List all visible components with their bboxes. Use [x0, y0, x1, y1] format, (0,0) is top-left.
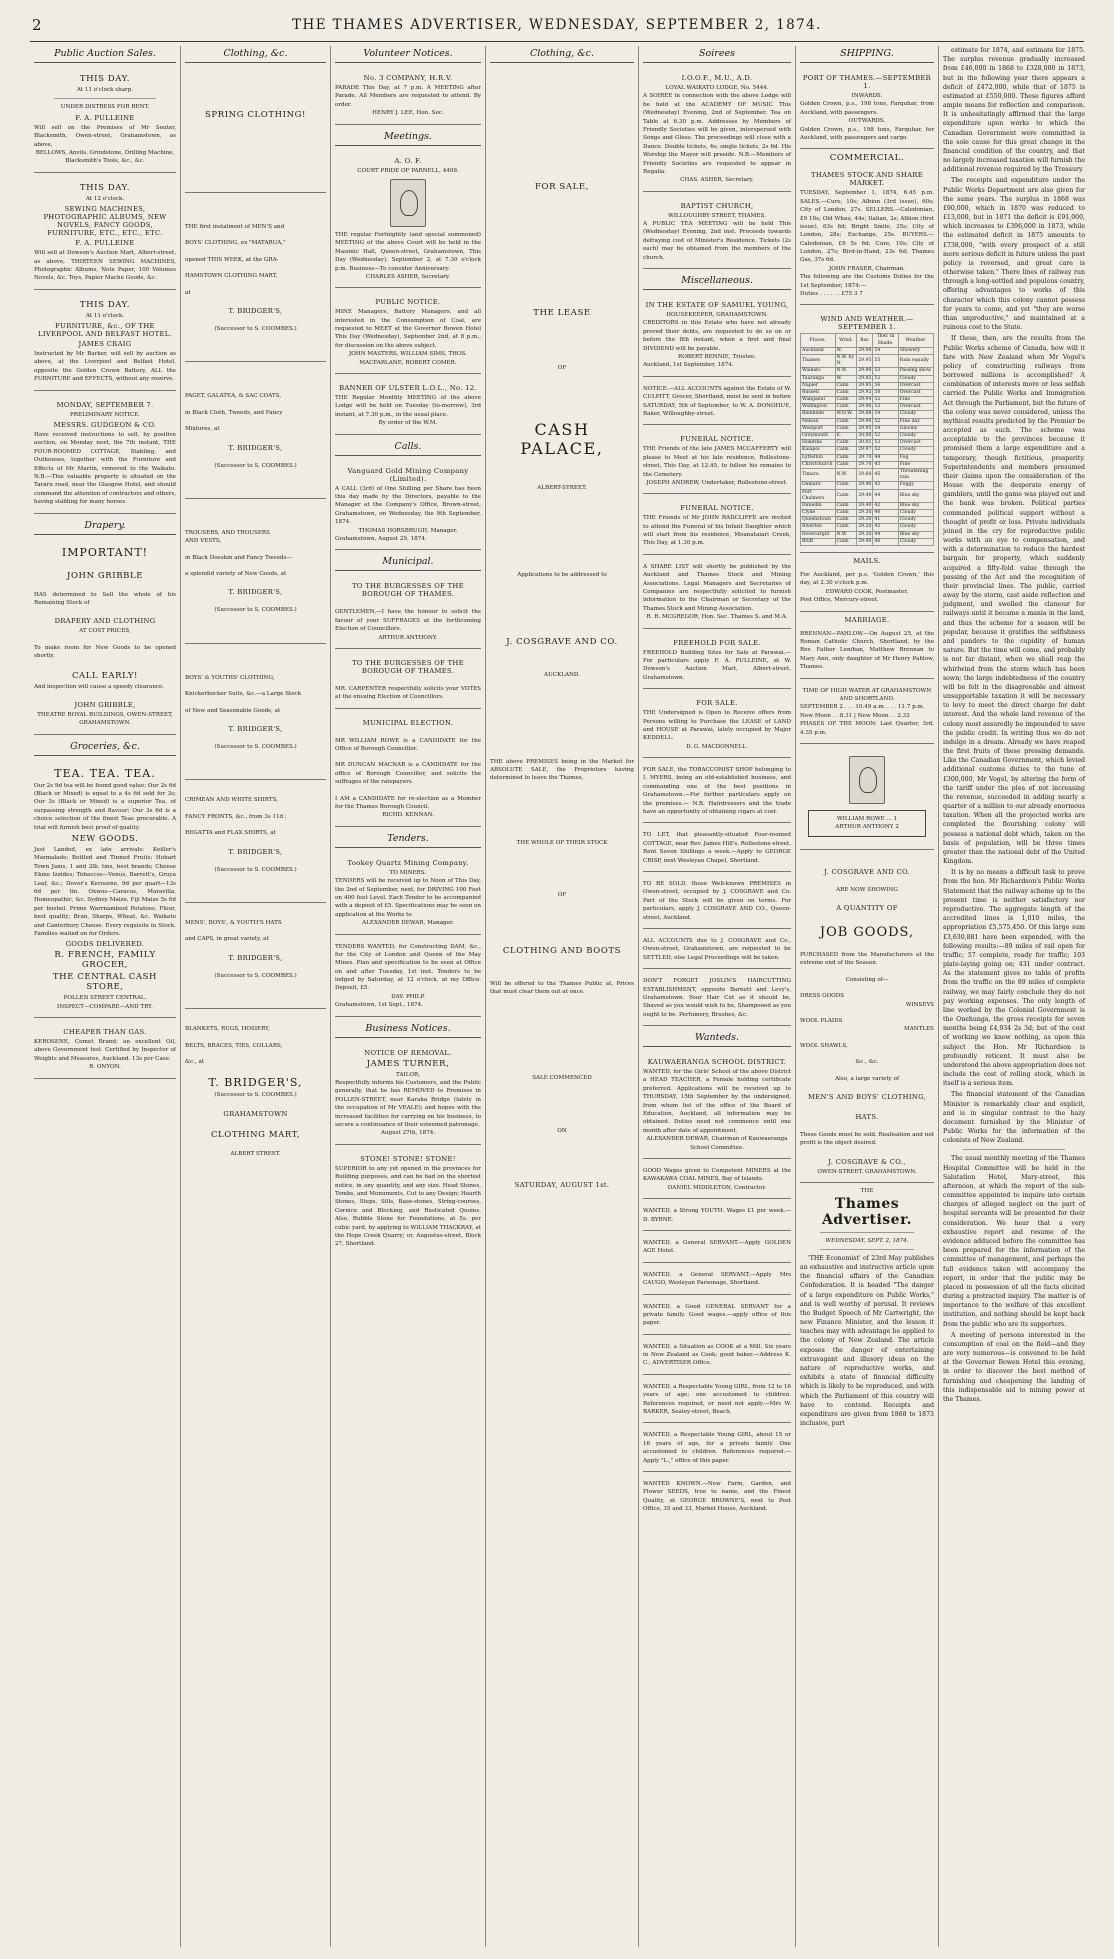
table-cell: Wellington [801, 404, 836, 411]
ad-mails: For Auckland, per p.s. 'Golden Crown,' this day, at 2.30 o'clock p.m. EDWARD COOK, Postmaster. Post Office, Mercury-street. [800, 567, 934, 612]
table-cell: 29.92 [858, 389, 872, 395]
table-cell: 52 [873, 447, 898, 454]
news-paragraph: A meeting of persons interested in the consumption of coal on the field—and they are very numerous—is convened to be held at the Governor Bowen Hotel this evening, in order to discover the best method of furnishing and cheapening the landing of this indispensable aid to mining power at the Thames. [943, 1331, 1085, 1403]
table-cell: 29.40 [858, 538, 872, 544]
ad-gribble: IMPORTANT! JOHN GRIBBLE HAS determined to Sell the whole of his Remaining Stock of DRAPERY AND CLOTHING AT COST PRICES, To make room for New Goods to be opened shortly. CALL EARLY! And inspection will cause a speedy clearance. JOHN GRIBBLE, THEATRE ROYAL BUILDINGS, OWEN-STREET, GRAHAMSTOWN. [34, 540, 176, 735]
section-header: Tenders. [335, 831, 481, 848]
ad-school: KAUWAERANGA SCHOOL DISTRICT. WANTED, for the Girls' School of the above District a HEAD TEACHER, a Female holding certificate preferred. Applications will be received up to THURSDAY, 15th September by the undersigned, from whom list of the office of the Board of Education, Auckland, all information may be obtained. Duties need not commence until one month after date of appointment. ALEXANDER DEWAR, Chairman of Kauwaeranga School Committee. [643, 1052, 791, 1159]
table-cell: Napier [801, 382, 836, 389]
table-cell: 29.40 [858, 502, 872, 508]
table-cell: Calm [835, 440, 857, 447]
table-cell: Calm [835, 517, 857, 524]
table-cell: Blue sky [898, 489, 933, 502]
ad-vanguard: Vanguard Gold Mining Company (Limited). A CALL (3rd) of One Shilling per Share has been this day made by the Directors, payable to the Manager at the Company's Office, Brown-street, Grahamstown, on Wednesday, the 9th September, 1874. THOMAS HORSBRUGH, Manager. Grahamstown, August 29, 1874. [335, 461, 481, 551]
table-cell: Calm [835, 389, 857, 396]
ad-stock-market: THAMES STOCK AND SHARE MARKET. TUESDAY, September 1, 1874, 6.45 p.m. SALES.—Cure, 10s; Albion (3rd issue), 60s; City of London, 27s. SELLERS.—Caledonian, £9 10s; Old Whau, 44s; Italian, 2s; Albion (first issue), 63s 6d; Bright Smile, 35s; City of London, 28s; Exchange, 25s. BUYERS.—Caledonian, £9 5s 6d; Cure, 10s; City of London, 27s; Bird-in-Hand, 23s 6d; Thames Gas, 37s 6d. JOHN FRASER, Chairman. The following are the Customs Duties for the 1st September, 1874:— Duties . . . . . . £75 3 7 [800, 165, 934, 305]
table-cell: N.W. [835, 468, 857, 481]
table-row [801, 489, 934, 502]
editorial-paragraph: The receipts and expenditure under the Public Works Department are also given for the same years. The surplus in 1868 was £90,000, which in 1870 was reduced to £13,000, but in 1871 the deficit is £91,000, which increases to £396,000 in 1873, while the estimated deficit in 1875 amounts to £738,000, "with every prospect of a still more serious deficit in future unless the past policy is reversed, and great care is otherwise taken." There lines of railway run through a long-settled and populous country, offering advantages to works of this character which this colony cannot possess for years to come, and yet "they are worse than unproductive," and maintained at a ruinous cost to the State. [943, 177, 1085, 332]
ad-auction-3: THIS DAY. At 11 o'clock. FURNITURE, &c., OF THE LIVERPOOL AND BELFAST HOTEL. JAMES CRAIG Instructed by Mr Barker, will sell by auction as above, at the Liverpool and Belfast Hotel, opposite the Golden Crown Battery, ALL the FURNITURE and EFFECTS, without any reserve. [34, 294, 176, 391]
table-row [801, 517, 934, 524]
section-header: MARRIAGE. [844, 615, 890, 624]
table-row [801, 510, 934, 517]
table-cell: Overcast [898, 389, 933, 396]
section-header: Miscellaneous. [643, 273, 791, 290]
table-cell: 29.98 [858, 347, 872, 353]
weather-col-header: Places. [801, 334, 836, 347]
weather-table [800, 333, 934, 546]
table-cell: 44 [873, 489, 898, 502]
table-cell: Greymouth [801, 433, 836, 440]
column-cash-palace: Clothing, &c. FOR SALE, THE LEASE OF CASH PALACE, ALBERT-STREET. Applications to be addressed to J. COSGRAVE AND CO. AUCKLAND. THE above PREMISES being in the Market for ABSOLUTE SALE, the Proprietors having determined to leave the Thames, THE WHOLE OF THEIR STOCK OF CLOTHING AND BOOTS Will be offered to the Thames Public at, Prices that must clear them out at once. SALE COMMENCED ON SATURDAY, AUGUST 1st. [490, 48, 634, 1190]
editorial-paragraph: estimate for 1874, and estimate for 1875. The surplus revenue gradually increased from £46,000 in 1868 to £328,000 in 1873, but in the following year there appears a deficit of £472,000, while that of 1875 is estimated at £550,000. These figures afford ample means for reflection and comparison. It is unhesitatingly affirmed that the large expenditure upon works to which the Canadian Government were committed is the sole cause for this great change in the financial condition of the country, and that no largely increased taxation will furnish the additional revenue required by the Treasury. [943, 47, 1085, 174]
table-cell: 58 [873, 389, 898, 396]
table-cell: 29.30 [858, 510, 872, 516]
ad-bridger-1: THE first instalment of MEN'S and BOYS' CLOTHING, ex "MATARUA," opened THIS WEEK, at the GRA- HAMSTOWN CLOTHING MART, at T. BRIDGER'S, (Successor to S. COOMBES.) [185, 197, 326, 362]
table-cell: Westport [801, 425, 836, 432]
table-cell: 53 [873, 368, 898, 375]
table-cell: Calm [835, 502, 857, 509]
crest-icon [849, 756, 885, 804]
table-cell: Fine [898, 397, 933, 404]
table-cell: Thames [801, 354, 836, 367]
weather-col-header: Ther. in Shade. [873, 334, 898, 347]
table-cell: Calm [835, 382, 857, 389]
section-header: Clothing, &c. [490, 46, 634, 63]
table-cell: Port Chalmers [801, 489, 836, 502]
ad-dam-tender: TENDERS WANTED, for Constructing DAM, &c., for the City of London and Queen of the May Mines. Plan and specification to be seen at Office on and after Tuesday, 1st inst. Tenders to be lodged by Saturday, at 12 o'clock, at my Office. Deposit, £5. DAV. PHILP. Grahamstown, 1st Sept., 1874. [335, 939, 481, 1017]
section-header: Meetings. [335, 129, 481, 146]
table-cell: E. [835, 433, 857, 440]
table-cell: 29.70 [858, 454, 872, 460]
table-cell: Foggy [898, 482, 933, 489]
ad-bridger-5: CRIMEAN AND WHITE SHIRTS, FANCY FRONTS, &c., from 3s 11d ; REGATTA and FLAX SHIRTS, at T. BRIDGER'S, (Successor to S. COOMBES.) [185, 784, 326, 903]
table-cell: N.W. [835, 531, 857, 538]
table-cell: 44 [873, 531, 898, 538]
ad-wanted-3: WANTED, a General SERVANT.—Apply Mrs CAUGO, Wesleyan Parsonage, Shortland. [643, 1267, 791, 1295]
ad-wanted-2: WANTED, a General SERVANT.—Apply GOLDEN AGE Hotel. [643, 1235, 791, 1263]
column-editorial [939, 46, 1089, 1949]
table-row [801, 347, 934, 354]
table-cell: 29.20 [858, 524, 872, 530]
ad-wanted-5: WANTED, a Situation as COOK at a Mill. Six years in New Zealand as Cook; good baker.—Address K. C., ADVERTISER Office. [643, 1339, 791, 1375]
table-cell: Blenheim [801, 411, 836, 418]
table-cell: Blue sky [898, 502, 933, 509]
table-cell: Calm [835, 461, 857, 468]
section-header: Business Notices. [335, 1021, 481, 1038]
table-row [801, 397, 934, 404]
section-header: Wanteds. [643, 1030, 791, 1047]
table-cell: Christchurch [801, 461, 836, 468]
table-cell: Cloudy [898, 517, 933, 524]
table-cell: Threatening rain [898, 468, 933, 481]
masthead [30, 8, 1084, 42]
table-cell: Passing show [898, 368, 933, 375]
ad-auction-2: THIS DAY. At 12 o'clock. SEWING MACHINES, PHOTOGRAPHIC ALBUMS, NEW NOVELS, FANCY GOODS, FURNITURE, ETC., ETC., ETC. F. A. PULLEINE Will sell at Dowson's Auction Mart, Albert-street, as above, THIRTEEN SEWING MACHINES, Photographic Albums, Note Paper, 100 Volumes Novels, &c. Toys, Papier Mache Goods, &c. [34, 177, 176, 290]
section-header: Soirees [643, 46, 791, 63]
ad-bridger-7: BLANKETS, RUGS, HOSIERY, BELTS, BRACES, TIES, COLLARS, &c., at T. BRIDGER'S, (Successor to S. COOMBES.) GRAHAMSTOWN CLOTHING MART, ALBERT STREET. [185, 1026, 303, 1157]
table-row [801, 433, 934, 440]
ad-freehold: FREEHOLD FOR SALE. FREEHOLD Building Sites for Sale at Parawai.—For particulars apply F. A. PULLEINE, at W. Dowson's Auction Mart, Albert-street, Grahamstown. [643, 633, 791, 690]
ad-cosgrave: J. COSGRAVE AND CO. ARE NOW SHOWING A QUANTITY OF JOB GOODS, PURCHASED from the Manufacturers at the extreme end of the Season. Consisting of— DRESS GOODS WINSEYS WOOL PLAIDS MANTLES WOOL SHAWLS, &c., &c. Also, a large variety of MEN'S AND BOYS' CLOTHING, HATS. These Goods must be sold. Realisation and not profit is the object desired. J. COSGRAVE & CO., OWEN-STREET, GRAHAMSTOWN. [800, 854, 934, 1183]
table-cell: 41 [873, 517, 898, 524]
table-cell: Calm [835, 425, 857, 432]
ad-wanted-4: WANTED, a Good GENERAL SERVANT for a private family. Good wages.—apply office of this paper. [643, 1299, 791, 1335]
section-header: Groceries, &c. [34, 739, 176, 756]
ad-tobacconist: FOR SALE, the TOBACCONIST SHOP belonging to I. MYERS, being an old-established business, and commanding one of the best positions in Grahamstown.—For further particulars apply on the premises.— N.B. Hairdressers and the trade have an opportunity of obtaining cigars at cost. [643, 762, 791, 823]
table-cell: 43 [873, 461, 898, 468]
ad-joslin: DON'T FORGET JOSLIN'S HAIRCUTTING ESTABLISHMENT, opposite Barnett and Levy's, Grahamstown. Your Hair Cut as it should be, Shaved as you would wish to be, Shampooed as you ought to be. Perfumery, Brushes, &c. [643, 973, 791, 1026]
table-cell: Tauranga [801, 375, 836, 382]
ad-bridger-2: PAGET, GALATEA, & SAC COATS, in Black Cloth, Tweeds, and Fancy Mixtures, at T. BRIDGER'S, (Successor to S. COOMBES.) [185, 366, 326, 499]
table-cell: 43 [873, 482, 898, 489]
table-cell: 29.97 [858, 447, 872, 453]
table-cell: 52 [873, 375, 898, 382]
table-cell: Lyttelton [801, 454, 836, 461]
newspaper-title: THE THAMES ADVERTISER, WEDNESDAY, SEPTEMBER 2, 1874. [292, 17, 822, 33]
table-row [801, 389, 934, 396]
table-cell: 40 [873, 510, 898, 517]
table-row [801, 482, 934, 489]
news-paragraph: The usual monthly meeting of the Thames Hospital Committee will be held in the Salutation Hotel, Mary-street, this afternoon, at which the report of the sub-committee appointed to inquire into certain charges of alleged neglect on the part of hospital servants will be presented for their consideration. We hear that a very exhaustive report and resume of the evidence adduced before the committee has been prepared for the information of the committee of management, and perhaps the full evidence taken will accompany the report, in order that the public may be placed in possession of all the facts elicited during a protracted inquiry. The matter is of importance to the welfare of this excellent institution, and nothing should be kept back from the public who are its supporters. [943, 1155, 1085, 1328]
table-row [801, 440, 934, 447]
ad-anthony: TO THE BURGESSES OF THE BOROUGH OF THAMES. GENTLEMEN,—I have the honour to solicit the favour of your SUFFRAGES at the forthcoming Election of Councillors. ARTHUR ANTHONY. [335, 576, 481, 649]
table-cell: 52 [873, 397, 898, 404]
table-cell: Calm [835, 524, 857, 531]
table-cell: Gloomy [898, 425, 933, 432]
ad-port: PORT OF THAMES.—SEPTEMBER 1. INWARDS. Golden Crown, p.s., 198 tons, Farquhar, from Auckland, with passengers. OUTWARDS. Golden Crown, p.s., 198 tons, Farquhar, for Auckland, with passengers and cargo. [800, 68, 934, 149]
section-header: MAILS. [853, 557, 881, 566]
table-cell: 52 [873, 418, 898, 425]
table-row [801, 375, 934, 382]
table-cell: Calm [835, 404, 857, 411]
ad-turner: NOTICE OF REMOVAL. JAMES TURNER, TAILOR, Respectfully informs his Customers, and the Public generally, that he has REMOVED to Premises in POLLEN-STREET, near Karaka Bridge (lately in the occupation of Mr VEALE); and hopes with the increased facilities for carrying on his business, to secure a continuance of their esteemed patronage. August 27th, 1874. [335, 1043, 481, 1145]
table-row [801, 461, 934, 468]
table-cell: Cloudy [898, 411, 933, 418]
column-volunteer-notices [331, 46, 485, 1949]
ad-auction-4: MONDAY, SEPTEMBER 7. PRELIMINARY NOTICE. MESSRS. GUDGEON & CO. Have received instructions to sell, by positive auction, on Monday next, the 7th instant, THE FOUR-ROOMED COTTAGE, Stabling, and Outhouses, together with the Furniture and Effects of Mr Martin, removed to the Waikato. N.B.—This valuable property is situated on the Tararu road, near the Glasgow Hotel, and should command the attention of contractors and others, having stabling for many horses. [34, 395, 176, 514]
table-cell: Hokitika [801, 440, 836, 447]
table-row [801, 425, 934, 432]
table-cell: Bluff [801, 538, 836, 545]
table-cell: Russell [801, 389, 836, 396]
section-header: SHIPPING. [800, 46, 934, 63]
table-cell: Riverton [801, 524, 836, 531]
table-cell: Waikato [801, 368, 836, 375]
table-cell: 42 [873, 524, 898, 531]
table-cell: Calm [835, 454, 857, 461]
table-cell: 54 [873, 425, 898, 432]
table-row [801, 502, 934, 509]
table-cell: 29.90 [858, 418, 872, 424]
section-header: Calls. [335, 439, 481, 456]
table-cell: Oamaru [801, 482, 836, 489]
ad-baptist: BAPTIST CHURCH, WILLOUGHBY STREET, THAMES. A PUBLIC TEA MEETING will be held This (Wednesday) Evening, 2nd inst. Proceeds towards defraying cost of Minister's Residence. Tickets (2s each) may be obtained from the members of the church. [643, 196, 791, 269]
ad-share-list: A SHARE LIST will shortly be published by the Auckland and Thames Stock and Mining Associations. Legal Managers and Secretaries of Companies are respectfully solicited to furnish information to the Chairman or Secretary of the Thames Stock and Mining Association. R. R. MCGREGOR, Hon. Sec. Thames S. and M.A. [643, 559, 791, 629]
table-cell: Kaiapoi [801, 447, 836, 454]
table-cell: 29.60 [857, 468, 873, 481]
table-cell: 29.70 [858, 461, 872, 467]
table-cell: Calm [835, 397, 857, 404]
table-cell: 29.30 [858, 531, 872, 537]
table-row [801, 404, 934, 411]
table-cell: Dunedin [801, 502, 836, 509]
table-row [801, 382, 934, 389]
table-cell: Cloudy [898, 510, 933, 517]
table-cell: Calm [835, 538, 857, 545]
section-header: Municipal. [335, 554, 481, 571]
ad-wanted-8: WANTED KNOWN.—New Farm, Garden, and Flower SEEDS, true to name, and the Finest Quality, at GEORGE BROWNE'S, next to Post Office, 35 and 33, Market House, Auckland. [643, 1480, 791, 1513]
table-row [801, 411, 934, 418]
ad-bridger-3: TROUSERS, AND TROUSERS AND VESTS, in Black Doeskin and Fancy Tweeds— a splendid variety of New Goods, at T. BRIDGER'S, (Successor to S. COOMBES.) [185, 503, 326, 644]
table-row [801, 538, 934, 545]
table-row [801, 454, 934, 461]
table-cell: Invercargill [801, 531, 836, 538]
ad-young-estate: IN THE ESTATE OF SAMUEL YOUNG, HOUSEKEEPER, GRAHAMSTOWN. CREDITORS in this Estate who have not already proved their debts, are requested to do so on or before the 8th instant, when a first and final DIVIDEND will be payable. ROBERT BENNIE, Trustee. Auckland, 1st September, 1874. [643, 295, 791, 377]
table-cell: Timaru [801, 468, 836, 481]
table-cell: 45 [873, 468, 898, 481]
weather-col-header: Wind. [835, 334, 857, 347]
ad-french-grocer: TEA. TEA. TEA. Our 2s 9d tea will be found good value; Our 2s 6d (Black or Mixed) is equal to a 4s 6d sold for 3s; Our 3s (Black or Mixed) is a superior Tea, of surpassing strength and flavour; Our 3s 6d is a choice selection of the finest Teas procurable. A trial will furnish best proof of quality. NEW GOODS. Just Landed, ex late arrivals: Keiller's Marmalade; Bottled and Tinned Fruits; Hobart Town Jams, 1 and 2lb. tins, best brands; Cheese Ekme Izzides; Tobaccos—Venus, Barrett's, Gruya Leaf, &c.; Dover's Kerosene, 9d per quart—13s 6d per tin. Oxwos—Caracus, Maravilla, Homeopathic, &c. Sydney Maize, Fiji Maize 5s 6d per bushel. Prime Warrnambool Potatoes. Flour, best quality; Bran, Sharps, Wheat, &c. Waikato and Canterbury Cheese. Every requisite in Stock. Families waited on for Orders. GOODS DELIVERED. R. FRENCH, FAMILY GROCER, THE CENTRAL CASH STORE, POLLEN STREET CENTRAL. INSPECT—COMPARE—AND TRY. [34, 761, 176, 1018]
table-cell: W. [835, 347, 857, 354]
table-row [801, 418, 934, 425]
table-cell: Calm [835, 418, 857, 425]
weather-col-header: Bar. [857, 334, 873, 347]
ad-election-result: WILLIAM ROWE ... 1 ARTHUR ANTHONY 2 [800, 748, 934, 850]
table-cell: Cloudy [898, 433, 933, 440]
table-cell: 29.30 [858, 517, 872, 523]
ad-marriage: BRENNAN—PAHLOW.—On August 25, at the Roman Catholic Church, Shortland, by the Rev. Father Lenihan, Matthew Brennan to Mary Ann, only daughter of Mr Henry Pahlow, Thames. [800, 626, 934, 679]
table-cell: 55 [873, 354, 898, 367]
table-cell: Nelson [801, 418, 836, 425]
table-cell: Overcast [898, 440, 933, 447]
newspaper-nameplate: THE Thames Advertiser. WEDNESDAY, SEPT. 2, 1874. [800, 1187, 934, 1250]
table-cell: 53 [873, 440, 898, 447]
table-cell: Calm [835, 510, 857, 517]
ad-auction-1: THIS DAY. At 11 o'clock sharp. UNDER DISTRESS FOR RENT. F. A. PULLEINE Will sell on the Premises of Mr Souter, Blacksmith, Owen-street, Grahamstown, as above, BELLOWS, Anvils, Grindstone, Drilling Machine, Blacksmith's Tools, &c., &c. [34, 68, 176, 173]
ad-for-sale: FOR SALE. THE Undersigned is Open to Receive offers from Persons willing to Purchase the LEASE of LAND and HOUSE at Parawai, lately occupied by Major KEDDELL. D. G. MACDONNELL. [643, 693, 791, 758]
table-cell: 54 [873, 347, 898, 354]
table-cell: W.N.W. [835, 411, 857, 418]
table-cell: 54 [873, 411, 898, 418]
ad-kerosene: CHEAPER THAN GAS. KEROSENE, Comet Brand; an excellent Oil, above Government test. Certified by Inspector of Weights and Measures, Auckland. 13s per Case. R. ONYON. [34, 1022, 176, 1079]
ad-ulster-lodge: BANNER OF ULSTER L.O.L., No. 12. THE Regular Monthly MEETING of the above Lodge will be held on Tuesday (to-morrow), 3rd instant, at 7.30 p.m., in the usual place. By order of the W.M. [335, 378, 481, 435]
table-cell: Fine [898, 461, 933, 468]
ad-aof: A. O. F. COURT PRIDE OF PARNELL, 4409. THE regular Fortnightly (and special summoned) MEETING of the above Court will be held in the Masonic Hall, Queen-street, Grahamstown, This Day (Wednesday), September 2, at 7.30 o'clock p.m. Business—To consider Anniversary. CHARLES ASHER, Secretary. [335, 151, 481, 289]
table-cell: 29.95 [857, 354, 873, 367]
table-cell: Fog [898, 454, 933, 461]
table-cell: 30.00 [858, 433, 872, 439]
editorial-paragraph: It is by no means a difficult task to prove from the hon. Mr Richardson's Public Works Statement that the railway scheme up to the present time is neither satisfactory nor reproductive. The aggregate length of the accredited lines is 1,010 miles, the appropriation £5,575,450. Of this large sum £3,630,881 have been expended, with the following results:—89 miles of rail open for traffic; 57 complete, ready for traffic; 103 plate-laying going on; 431 under contract. As the statement gives no table of profits from the traffic on the 89 miles of complete railway, we may fairly conclude they do not pay working expenses. The only length of line worked by the Colonial Government is the Onehunga, the gross receipts for seven months being £4,934 2s 3d; but of the cost of working we know nothing, as upon this subject the Hon. Mr Richardson is profoundly reticent. It must also be understood the above appropriation does not include the cost of rolling stock, which in itself is a serious item. [943, 869, 1085, 1088]
ad-miners: GOOD Wages given to Competent MINERS at the KAWAKAWA COAL MINES, Bay of Islands. DANIEL MIDDLETON, Contractor. [643, 1163, 791, 1199]
column-soirees [639, 46, 795, 1949]
ad-tides: TIME OF HIGH WATER AT GRAHAMSTOWN AND SHORTLAND. SEPTEMBER 2 . . . 10.49 a.m. . . . 11.7 p.m. New Moon . . 8.31 | New Moon . . 2.32 PHASES OF THE MOON: Last Quarter, 3rd, 4.35 p.m. [800, 683, 934, 744]
ad-to-let: TO LET, that pleasantly-situated Four-roomed COTTAGE, near Rev. James Hill's, Rollestone-street. Rent Seven Shillings a week.—Apply to GEORGE CRISP, next Wesleyan Chapel, Shortland. [643, 827, 791, 872]
editorial-start: 'THE Economist' of 23rd May publishes an exhaustive and instructive article upon the financial affairs of the Canadian Confederation. It is headed "The danger of a large expenditure on Public Works," and is well worthy of perusal. It reviews the Budget Speech of Mr Cartwright, the new Finance Minister, and the lesson it teaches may with advantage be applied to the colony of New Zealand. The article exposes the danger of entertaining extravagant and illusory ideas on the nature of reproductive works, and exhibits a state of financial difficulty which is likely to be reproduced, and with which the Parliament of this country will have to contend. Receipts and expenditure are given from 1868 to 1873 inclusive, part [800, 1254, 934, 1428]
ad-tookey: Tookey Quartz Mining Company. TO MINERS. TENDERS will be received up to Noon of This Day, the 2nd of September, next, for DRIVING 100 Feet on 400 feet Level. Each Tender to be accompanied with a deposit of £5. Specifications may be seen on application at the Works to ALEXANDER DEWAR, Manager. [335, 853, 481, 935]
table-cell: Cloudy [898, 375, 933, 382]
ad-funeral-1: FUNERAL NOTICE. THE Friends of the late JAMES MCCAFFERTY will please to Meet at his late residence, Rollestone-street, This Day, at 12.45, to follow his remains to the Cemetery. JOSEPH ANDREW, Undertaker, Rollestone-street. [643, 429, 791, 494]
table-cell: 46 [873, 538, 898, 545]
table-row [801, 524, 934, 531]
table-cell: Cloudy [898, 447, 933, 454]
table-cell: 29.40 [857, 489, 873, 502]
table-row [801, 468, 934, 481]
ad-wanted-1: WANTED, a Strong YOUTH. Wages £1 per week.—D. BYRNE. [643, 1203, 791, 1231]
ad-accounts: ALL ACCOUNTS due to J. COSGRAVE and Co., Owen-street, Grahamstown, are requested to be SETTLED, else Legal Proceedings will be taken. [643, 933, 791, 969]
table-row [801, 354, 934, 367]
section-header: Clothing, &c. [185, 46, 326, 63]
ad-premises: TO BE SOLD, those Well-known PREMISES in Owen-street, occupied by J. COSGRAVE and Co. Part of the Stock will be given on terms. For particulars, apply J. COSGRAVE AND CO., Queen-street, Auckland. [643, 876, 791, 929]
table-cell: Auckland [801, 347, 836, 354]
ad-wanted-7: WANTED, a Respectable Young GIRL, about 15 or 16 years of age, for a private family. One accustomed to children. References required.—Apply "L.," office of this paper. [643, 1427, 791, 1472]
ad-spring-clothing: SPRING CLOTHING! [185, 68, 326, 193]
table-cell: Overcast [898, 382, 933, 389]
weather-col-header: Weather. [898, 334, 933, 347]
editorial-paragraph: If these, then, are the results from the Public Works scheme of Canada, how will it fare with New Zealand when Mr Vogel's policy of constructing railways from borrowed millions is accomplished? A combination of interests more or less selfish carried the Public Works and Immigration Act through the Parliament, but the future of the colony was never considered, unless the mythical results predicted by the Premier be accepted as such. The scheme was acceptable to the provinces because it promised them a large expenditure and a temporary, though fictitious, prosperity. Superintendents and members presumed their claims upon the consideration of the House with the desperate energy of gamblers, until the game was played out and the bank was broken. Political parties commanded political support without a thought of profit or loss. Private individuals joined in the cry for reproductive public works with an eye to compensation, and with a determination to reduce the hardest bargain for property, which suddenly acquired a fifty-fold value through the passing of the Act and the recognition of their provincial lines. The public, carried away by the storm, cast aside reflection and judgment, and swelled the clamour for railways until it became a mania in the land, and thus the scheme for a season will be popular, because it gratifies the selfishness and panders to the cupidity of human nature. But the time will come, and probably is not far distant, when we shall reap the whirlwind from the storm which has been sown; the large indebtedness of the country will be felt in the disagreeable and almost unsupportable taxation it will be necessary to levy to meet the direct charge for debt interest. And the whole land revenue of the colony most assuredly be impounded to save the public credit. In writing thus we do not indulge in a dream. Already we have reaped the first fruits of these pressing demands. Like the Canadian Government, which levied additional customs duties to the tune of £300,000, Mr Vogel, by altering the form of the tariff under the plea of not increasing the revenue, succeeded in adding nearly a quarter of a million to our already enormous taxation. When all the projected works are completed the flourishing colony will possess a national debt which, taken on the basis of population, will be three times greater than the national debt of the United Kingdom. [943, 335, 1085, 866]
section-header: Volunteer Notices. [335, 46, 481, 63]
table-cell: 29.90 [858, 404, 872, 410]
ad-carpenter: TO THE BURGESSES OF THE BOROUGH OF THAMES. MR. CARPENTER respectfully solicits your VOTES at the ensuing Election of Councillors. [335, 653, 481, 709]
column-shipping [796, 46, 938, 1949]
column-clothing [181, 46, 330, 1949]
table-cell: 29.88 [858, 411, 872, 417]
table-row [801, 531, 934, 538]
table-cell: Showery [898, 347, 933, 354]
ad-funeral-2: FUNERAL NOTICE. THE Friends of Mr JOHN RADCLIFFE are invited to attend the Funeral of his Infant Daughter which will start from his residence, Moanataiari Creek, This Day, at 1.30 p.m. [643, 498, 791, 555]
table-cell: 30.01 [858, 440, 872, 446]
table-cell: Calm [835, 489, 857, 502]
section-header: Public Auction Sales. [34, 46, 176, 63]
table-cell: 53 [873, 404, 898, 411]
weather-table-block: WIND AND WEATHER.—SEPTEMBER 1. Places. Wind. Bar. Ther. in Shade. Weather. Auckland W. 29.98 54 Showery Thames N.W. by N. 29.95 55 Rain equally Waikato N.W. 29.90 53 Passing show Tauranga W. 29.85 52 Cloudy Napier Calm 29.95 56 Overcast Russell Calm 29.92 58 Overcast Wanganui Calm 29.94 52 Fine Wellington Calm 29.90 53 Overcast Blenheim W.N.W. 29.88 54 Cloudy Nelson Calm 29.90 52 Fine day Westport Calm 29.95 54 Gloomy Greymouth E. 30.00 52 Cloudy Hokitika Calm 30.01 53 Overcast Kaiapoi Calm 29.97 52 Cloudy Lyttelton Calm 29.70 44 Fog Christchurch Calm 29.70 43 Fine Timaru N.W. 29.60 45 Threatening rain Oamaru Calm 29.40 43 Foggy Port Chalmers Calm 29.40 44 Blue sky Dunedin Calm 29.40 42 Blue sky Clyde Calm 29.30 40 Cloudy Queenstown Calm 29.30 41 Cloudy Riverton Calm 29.20 42 Cloudy Invercargill N.W. 29.30 44 Blue sky Bluff Calm 29.40 46 Cloudy [800, 309, 934, 553]
lodge-emblem-icon [390, 179, 426, 227]
ad-bridger-6: MENS', BOYS', & YOUTH'S HATS and CAPS, in great variety, at T. BRIDGER'S, (Successor to S. COOMBES.) [185, 907, 326, 1009]
ad-culpitt: NOTICE.—ALL ACCOUNTS against the Estate of W. CULPITT, Grocer, Shortland, must be sent in before SATURDAY, 5th of September, to W. A. DONOHUE, Baker, Willoughby-street. [643, 381, 791, 426]
table-cell: 29.94 [858, 397, 872, 403]
table-cell: Calm [835, 482, 857, 489]
table-cell: 29.85 [858, 375, 872, 381]
ad-h-r-v: No. 3 COMPANY, H.R.V. PARADE This Day, at 7 p.m. A MEETING after Parade. All Members are requested to attend. By order. HENRY J. LEE, Hon. Sec. [335, 68, 481, 125]
table-cell: Blue sky [898, 531, 933, 538]
column-auction-sales [30, 46, 180, 1949]
table-cell: Overcast [898, 404, 933, 411]
table-row [801, 447, 934, 454]
table-cell: Queenstown [801, 517, 836, 524]
table-cell: N.W. by N. [835, 354, 857, 367]
table-cell: Cloudy [898, 524, 933, 531]
table-cell: Fine day [898, 418, 933, 425]
table-cell: 29.95 [858, 382, 872, 388]
table-cell: 56 [873, 382, 898, 389]
editorial-paragraph: The financial statement of the Canadian Minister is remarkably clear and explicit, and is in singular contrast to the hazy document furnished by the Minister of Public Works for the information of the colonists of New Zealand. [943, 1091, 1085, 1145]
table-cell: Rain equally [898, 354, 933, 367]
ad-wanted-6: WANTED, a Respectable Young GIRL, from 12 to 16 years of age; one accustomed to children. References required, or need not apply.—Mrs W. BARKER, Sealey-street, Beach. [643, 1379, 791, 1424]
table-cell: 52 [873, 433, 898, 440]
ad-bridger-4: BOYS' & YOUTHS' CLOTHING, Knickerbocker Suits, &c.—a Large Stock of New and Seasonable Goods, at T. BRIDGER'S, (Successor to S. COOMBES.) [185, 648, 326, 781]
table-row [801, 368, 934, 375]
table-cell: 29.40 [858, 482, 872, 488]
table-cell: Wanganui [801, 397, 836, 404]
ad-public-notice: PUBLIC NOTICE. MINE Managers, Battery Managers, and all interested in the Consumption of Coal, are requested to MEET at the Governor Bowen Hotel This Day (Wednesday), September 2nd, at 8 p.m., for discussion on the above subject. JOHN MASTERS, WILLIAM SIMS, THOS. MACFARLANE, ROBERT COMER. [335, 292, 481, 374]
table-cell: 29.90 [858, 368, 872, 374]
section-header: COMMERCIAL. [829, 153, 905, 164]
table-cell: W. [835, 375, 857, 382]
section-header: Drapery. [34, 518, 176, 535]
table-cell: Cloudy [898, 538, 933, 545]
table-cell: 44 [873, 454, 898, 461]
ad-municipal-election: MUNICIPAL ELECTION. MR WILLIAM ROWE is a CANDIDATE for the Office of Borough Councillor. MR DUNCAN MACNAB is a CANDIDATE for the office of Borough Councillor, and solicits the suffrages of the ratepayers. I AM a CANDIDATE for re-election as a Member for the Thames Borough Council. RICHD. KENNAN. [335, 713, 481, 827]
ad-stone: STONE! STONE! STONE! SUPERIOR to any yet opened in the provinces for Building purposes, and can be had on the shortest notice, in any quantity, and any size. Head Stones, Tombs, and Monuments, Cut to any Design; Hearth Stones, Steps, Sills, Base-stones, String-courses, Cornice and Blocking, and Rusticated Quoins. Also, Rubble Stone for Foundations, at 5s. per cubic yard, by applying to WILLIAM THACKRAY, at the Hope Creek Quarry; or, Augustus-street, Block 27, Shortland. [335, 1154, 481, 1248]
table-cell: N.W. [835, 368, 857, 375]
ad-oddfellows: I.O.O.F., M.U., A.D. LOYAL WAIKATO LODGE, No. 5444. A SOIREE in connection with the above Lodge will be held at the ACADEMY OF MUSIC This (Wednesday) Evening, 2nd of September. Tea on Table at 6.30 p.m. Addresses by Members of Friendly Societies will be given, interspersed with Songs and Glees. The proceedings will close with a Dance. Double tickets, 4s; single tickets, 2s 6d. His Worship the Mayor will preside. N.B.—Members of Friendly Societies are requested to appear in Regalia. CHAS. ASHER, Secretary. [643, 68, 791, 192]
table-cell: 42 [873, 502, 898, 509]
page-number: 2 [32, 16, 42, 34]
table-cell: Calm [835, 447, 857, 454]
table-cell: 29.95 [858, 425, 872, 431]
table-cell: Clyde [801, 510, 836, 517]
